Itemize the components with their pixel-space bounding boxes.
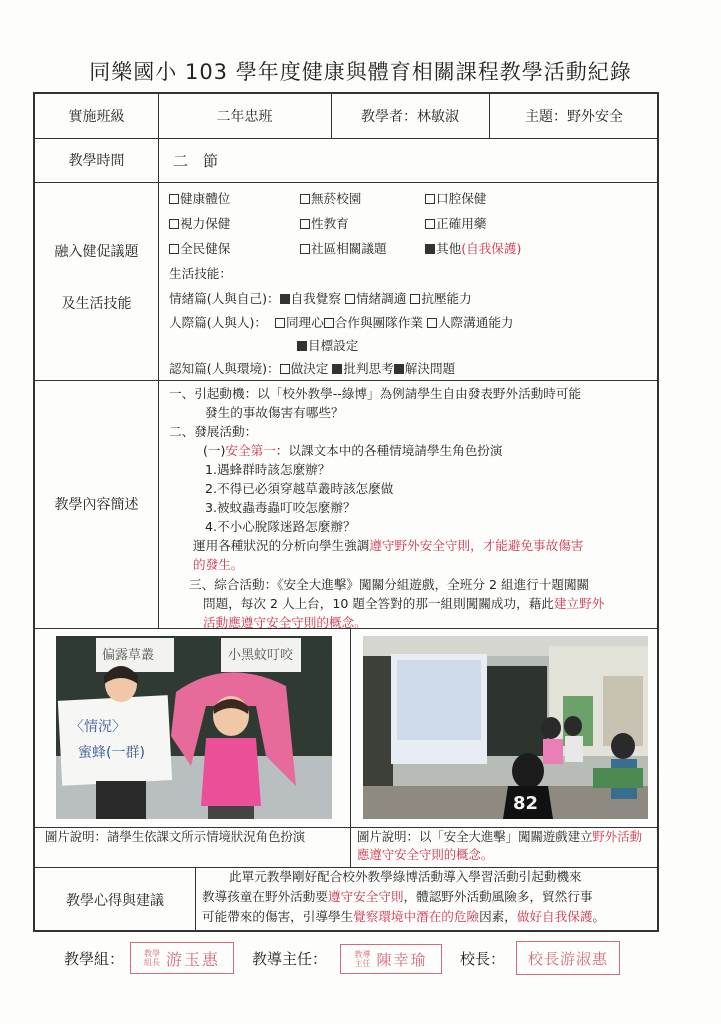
jersey-number: 82	[513, 793, 539, 814]
content-line: 二、發展活動：	[169, 424, 258, 439]
checkbox-box	[425, 194, 435, 204]
checkbox-box-checked	[297, 341, 307, 351]
checkbox-decision[interactable]	[280, 361, 329, 376]
checkbox-label: 合作與團隊作業	[334, 315, 423, 330]
checkbox-sex-ed[interactable]	[300, 214, 349, 233]
stamp-title: 教學組長	[143, 949, 160, 967]
checkbox-label: 抗壓能力	[421, 291, 472, 306]
content-line: 3.被蚊蟲毒蟲叮咬怎麼辦？	[205, 500, 356, 515]
content-line: 一、引起動機：以「校外教學--綠博」為例請學生自由發表野外活動時可能	[169, 386, 582, 401]
content-line: 的發生。	[193, 557, 244, 572]
classroom-illustration	[363, 636, 648, 819]
reflection-line: 教導孩童在野外活動要遵守安全守則，體認野外活動風險多，貿然行事	[202, 889, 593, 904]
page-title: 同樂國小 103 學年度健康與體育相關課程教學活動紀錄	[89, 60, 632, 84]
class-label: 實施班級	[68, 109, 125, 125]
checkbox-teamwork[interactable]	[324, 315, 423, 330]
checkbox-label: 無菸校園	[311, 191, 362, 206]
checkbox-box	[345, 294, 355, 304]
checkbox-label: 視力保健	[180, 216, 231, 231]
checkbox-stress[interactable]	[410, 291, 471, 306]
checkbox-box	[427, 318, 437, 328]
director-stamp	[340, 944, 442, 974]
group-label: 教學組：	[64, 950, 125, 968]
checkbox-empathy[interactable]	[275, 315, 324, 330]
teacher-label: 教學者：林敏淑	[361, 109, 459, 125]
reflection-line: 可能帶來的傷害，引導學生覺察環境中潛在的危險因素，做好自我保護。	[202, 909, 605, 924]
checkbox-vision[interactable]	[169, 214, 230, 233]
content-label: 教學內容簡述	[54, 497, 139, 513]
checkbox-label: 解決問題	[404, 361, 456, 376]
content-line: (一)安全第一：以課文本中的各種情境請學生角色扮演	[203, 443, 503, 458]
stamp-title: 教導主任	[354, 950, 371, 968]
checkbox-communication[interactable]	[427, 315, 514, 330]
group-stamp	[130, 942, 234, 974]
other-note: (自我保護)	[461, 241, 522, 256]
checkbox-box	[169, 194, 179, 204]
checkbox-label: 正確用藥	[436, 216, 487, 231]
director-label: 教導主任：	[252, 950, 328, 968]
photo-classroom-game	[363, 636, 648, 819]
content-line: 1.遇蜂群時該怎麼辦？	[205, 462, 331, 477]
checkbox-label: 口腔保健	[436, 191, 487, 206]
checkbox-label: 人際溝通能力	[437, 315, 514, 330]
checkbox-box-checked	[425, 244, 435, 254]
checkbox-critical-thinking[interactable]	[332, 361, 393, 376]
reflection-label: 教學心得與建議	[66, 892, 164, 909]
col-divider	[195, 867, 196, 932]
checkbox-box	[300, 219, 310, 229]
col-divider	[350, 628, 351, 867]
photo-role-play	[56, 636, 332, 819]
checkbox-oral-health[interactable]	[425, 189, 486, 208]
topic-label: 主題：野外安全	[525, 109, 623, 125]
checkbox-medication[interactable]	[425, 214, 486, 233]
checkbox-label: 做決定	[290, 361, 329, 376]
checkbox-goal-setting[interactable]	[297, 336, 358, 355]
time-label: 教學時間	[68, 153, 125, 169]
checkbox-box-checked	[332, 364, 342, 374]
content-line: 活動應遵守安全守則的概念。	[203, 615, 367, 630]
emotion-row	[169, 289, 472, 308]
checkbox-emotion-adjust[interactable]	[345, 291, 406, 306]
principal-stamp: 校長游淑惠	[516, 941, 620, 975]
checkbox-box-checked	[394, 364, 404, 374]
left-photo-caption: 圖片說明：請學生依課文所示情境狀況角色扮演	[45, 829, 306, 844]
col-divider	[158, 94, 159, 628]
content-line: 2.不得已必須穿越草叢時該怎麼做	[205, 481, 394, 496]
checkbox-box	[169, 244, 179, 254]
checkbox-health-weight[interactable]	[169, 189, 230, 208]
life-skills-label: 及生活技能	[61, 296, 132, 312]
stamp-name: 陳幸瑜	[376, 950, 428, 969]
time-value: 二 節	[173, 151, 219, 170]
stamp-name: 游玉惠	[165, 949, 220, 969]
right-photo-caption: 圖片說明：以「安全大進擊」闖關遊戲建立野外活動應遵守安全守則的概念。	[357, 829, 642, 862]
life-skills-title: 生活技能：	[169, 266, 232, 281]
cognitive-label: 認知篇(人與環境)：	[169, 361, 280, 376]
checkbox-smoke-free[interactable]	[300, 189, 361, 208]
emotion-label: 情緒篇(人與自己)：	[169, 291, 280, 306]
content-line: 發生的事故傷害有哪些？	[205, 405, 344, 420]
checkbox-label: 社區相關議題	[311, 241, 387, 256]
principal-label: 校長：	[460, 950, 506, 968]
content-line: 4.不小心脫隊迷路怎麼辦？	[205, 519, 356, 534]
checkbox-box	[410, 294, 420, 304]
sign-text: 小黑蚊叮咬	[228, 648, 294, 663]
row-divider	[35, 182, 657, 183]
checkbox-box	[425, 219, 435, 229]
card-text: 蜜蜂(一群)	[78, 745, 145, 761]
checkbox-box	[169, 219, 179, 229]
content-line: 問題，每次 2 人上台，10 題全答對的那一組則闖關成功，藉此建立野外	[203, 596, 605, 611]
cognitive-row	[169, 359, 455, 378]
checkbox-box	[300, 194, 310, 204]
checkbox-self-awareness[interactable]	[280, 291, 341, 306]
social-row	[169, 313, 514, 332]
checkbox-box-checked	[280, 294, 290, 304]
checkbox-label: 性教育	[311, 216, 349, 231]
checkbox-label: 目標設定	[308, 338, 359, 353]
checkbox-label: 同理心	[286, 315, 324, 330]
checkbox-label: 情緒調適	[355, 291, 407, 306]
checkbox-box	[300, 244, 310, 254]
checkbox-other[interactable]	[425, 239, 521, 258]
record-table	[33, 92, 659, 932]
checkbox-label: 自我覺察	[290, 291, 341, 306]
issues-label: 融入健促議題	[54, 244, 139, 260]
checkbox-label: 批判思考	[343, 361, 394, 376]
checkbox-box	[275, 318, 285, 328]
checkbox-label: 健康體位	[180, 191, 231, 206]
class-value: 二年忠班	[216, 109, 273, 125]
checkbox-community[interactable]	[300, 239, 387, 258]
social-label: 人際篇(人與人)：	[169, 315, 267, 330]
checkbox-label: 全民健保	[180, 241, 231, 256]
card-text: 〈情況〉	[70, 719, 126, 735]
checkbox-insurance[interactable]	[169, 239, 230, 258]
checkbox-box	[324, 318, 334, 328]
reflection-line: 此單元教學剛好配合校外教學綠博活動導入學習活動引起動機來	[229, 869, 582, 884]
content-line: 運用各種狀況的分析向學生強調遵守野外安全守則，才能避免事故傷害	[193, 538, 584, 553]
checkbox-problem-solving[interactable]	[394, 361, 455, 376]
checkbox-box	[280, 364, 290, 374]
checkbox-label: 其他	[436, 241, 462, 256]
sign-text: 偏露草叢	[102, 648, 155, 663]
content-line: 三、綜合活動：《安全大進擊》闖關分組遊戲，全班分 2 組進行十題闖關	[189, 577, 590, 592]
